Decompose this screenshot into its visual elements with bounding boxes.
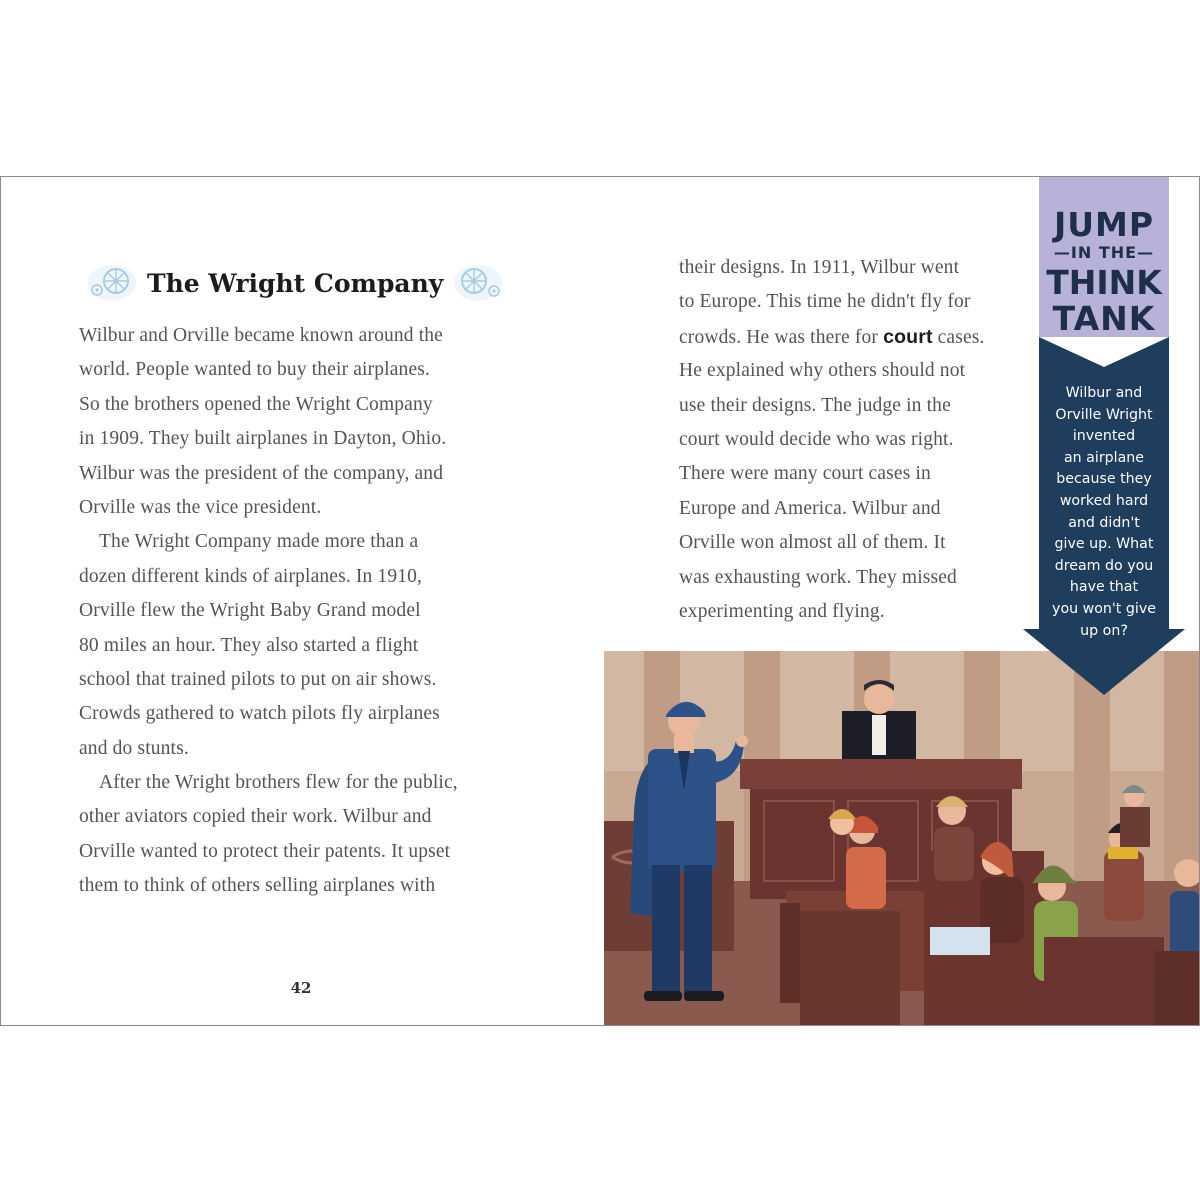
prompt-line: and didn't xyxy=(1068,514,1140,531)
text-line: school that trained pilots to put on air shows. xyxy=(79,668,437,690)
text-line: and do stunts. xyxy=(79,737,189,759)
text-line: 80 miles an hour. They also started a flight xyxy=(79,634,419,656)
text-line: Wilbur and Orville became known around the xyxy=(79,325,443,346)
prompt-line: invented xyxy=(1072,428,1136,445)
text-line: in 1909. They built airplanes in Dayton, Ohio. xyxy=(79,428,447,450)
text-line: them to think of others selling airplanes with xyxy=(79,875,436,897)
page-number: 42 xyxy=(290,979,312,997)
prompt-line: an airplane xyxy=(1063,449,1145,466)
wheel-icon xyxy=(453,263,503,303)
section-heading xyxy=(87,263,517,303)
text-line: There were many court cases in xyxy=(679,463,931,485)
text-line: After the Wright brothers flew for the public, xyxy=(99,772,458,794)
text-line: Europe and America. Wilbur and xyxy=(679,497,941,519)
text-line: He explained why others should not xyxy=(679,360,966,382)
text-line: other aviators copied their work. Wilbur and xyxy=(79,806,432,828)
prompt-line: give up. What xyxy=(1054,536,1154,553)
prompt-line: have that xyxy=(1069,579,1139,596)
wheel-icon xyxy=(87,263,137,303)
text-line: their designs. In 1911, Wilbur went xyxy=(679,257,960,278)
text-line: experimenting and flying. xyxy=(679,600,885,622)
prompt-line: up on? xyxy=(1080,622,1128,639)
text-segment: cases. xyxy=(932,326,985,348)
text-line: was exhausting work. They missed xyxy=(679,566,957,588)
prompt-line: because they xyxy=(1056,471,1152,488)
prompt-line: worked hard xyxy=(1059,492,1149,509)
text-line: world. People wanted to buy their airplanes. xyxy=(79,359,431,381)
text-line: Orville won almost all of them. It xyxy=(679,532,946,554)
glossary-term: court xyxy=(883,325,933,348)
courtroom-illustration xyxy=(604,651,1200,1025)
text-line: Crowds gathered to watch pilots fly airplanes xyxy=(79,703,440,725)
text-line: Orville flew the Wright Baby Grand model xyxy=(79,600,421,622)
text-line: to Europe. This time he didn't fly for xyxy=(679,291,971,313)
text-line: So the brothers opened the Wright Company xyxy=(79,393,433,415)
think-tank-prompt xyxy=(1043,383,1165,642)
text-line: use their designs. The judge in the xyxy=(679,394,951,416)
prompt-line: dream do you xyxy=(1054,557,1154,574)
think-tank-title: JUMP —IN THE— THINK TANK xyxy=(1046,205,1162,338)
think-tank-sidebar xyxy=(1021,177,1189,697)
text-segment: crowds. He was there for xyxy=(679,326,884,348)
prompt-line: Wilbur and xyxy=(1065,385,1143,401)
book-spread xyxy=(0,176,1200,1026)
right-column-text xyxy=(679,251,985,629)
text-line xyxy=(679,320,985,354)
text-line: court would decide who was right. xyxy=(679,428,954,450)
heading-title: The Wright Company xyxy=(147,268,444,298)
text-line: The Wright Company made more than a xyxy=(99,531,419,553)
prompt-line: Orville Wright xyxy=(1055,406,1153,423)
text-line: Wilbur was the president of the company, and xyxy=(79,462,444,484)
prompt-line: you won't give xyxy=(1052,600,1156,617)
text-line: Orville was the vice president. xyxy=(79,496,322,518)
left-column-text xyxy=(79,319,458,904)
text-line: dozen different kinds of airplanes. In 1910, xyxy=(79,565,423,587)
text-line: Orville wanted to protect their patents. It upset xyxy=(79,840,451,862)
